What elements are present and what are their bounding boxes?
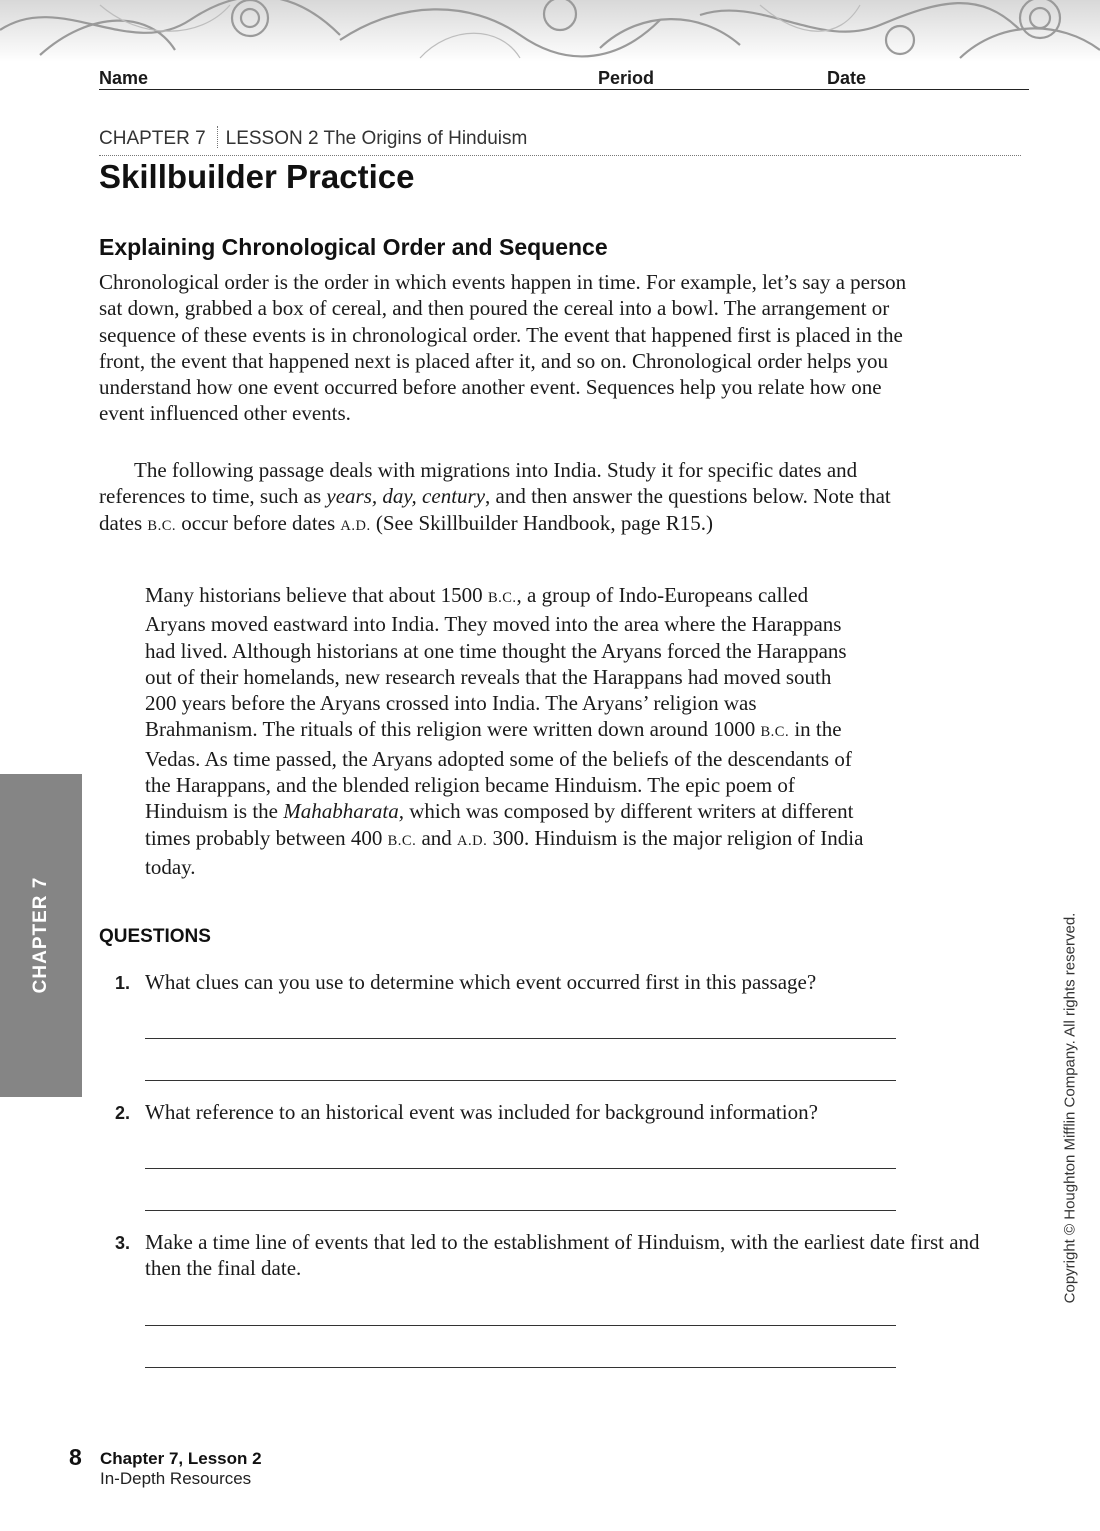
intro-paragraph: Chronological order is the order in which events happen in time. For example, let’s say a person sat down, grabbed a box of cereal, and then poured the cereal into a bowl. The arrangement or sequence of these events is in chronological order. The event that happened first is placed in the front, the event that happened next is placed after it, and so on. Chronological order helps you understand how one event occurred before another event. Sequences help you relate how one event influenced other events. xyxy=(99,270,907,426)
chapter-side-tab xyxy=(0,774,82,1097)
question-text: What clues can you use to determine which event occurred first in this passage? xyxy=(145,970,817,994)
question-number: 3. xyxy=(115,1233,131,1253)
decorative-banner xyxy=(0,0,1100,62)
question-text: What reference to an historical event was included for background information? xyxy=(145,1100,818,1124)
question-number: 1. xyxy=(115,973,131,993)
question-2 xyxy=(115,1099,1005,1125)
lesson-header xyxy=(99,126,1021,156)
name-label: Name xyxy=(99,68,149,88)
chapter-label: CHAPTER 7 xyxy=(99,128,206,149)
reading-passage: Many historians believe that about 1500 B.C., a group of Indo-Europeans called Aryans moved eastward into India. They moved into the area where the Harappans had lived. Although historians at one time thought the Aryans forced the Harappans out of their homelands, new research reveals that the Harappans had moved south 200 years before the Aryans crossed into India. The Aryans’ religion was Brahmanism. The rituals of this religion were written down around 1000 B.C. in the Vedas. As time passed, the Aryans adopted some of the beliefs of the descendants of the Harappans, and the blended religion became Hinduism. The epic poem of Hinduism is the Mahabharata, which was composed by different writers at different times probably between 400 B.C. and A.D. 300. Hinduism is the major religion of India today. xyxy=(145,583,864,879)
answer-line[interactable] xyxy=(145,1325,896,1326)
period-label: Period xyxy=(598,68,655,88)
answer-line[interactable] xyxy=(145,1038,896,1039)
copyright-notice: Copyright © Houghton Mifflin Company. All rights reserved. xyxy=(1061,912,1079,1304)
footer-chapter-lesson: Chapter 7, Lesson 2 xyxy=(100,1449,262,1468)
question-text: Make a time line of events that led to the establishment of Hinduism, with the earliest date first and then the final date. xyxy=(145,1230,980,1281)
questions-heading: QUESTIONS xyxy=(99,926,211,947)
answer-line[interactable] xyxy=(145,1210,896,1211)
footer-resource: In-Depth Resources xyxy=(100,1469,252,1488)
lesson-divider xyxy=(217,126,218,148)
swirl-pattern-icon xyxy=(0,0,1100,62)
chapter-tab-label: CHAPTER 7 xyxy=(30,876,51,994)
lesson-title: LESSON 2 The Origins of Hinduism xyxy=(225,128,528,149)
page-number: 8 xyxy=(69,1444,82,1470)
epic-title: Mahabharata, xyxy=(283,799,405,824)
time-words: years, day, century xyxy=(326,484,486,509)
instructions-paragraph: The following passage deals with migrations into India. Study it for specific dates and references to time, such as years, day, century, and then answer the questions below. Note that dates B.C. occur before dates A.D. (See Skillbuilder Handbook, page R15.) xyxy=(99,458,891,535)
date-label: Date xyxy=(827,68,867,88)
name-period-date-row xyxy=(99,66,1029,90)
question-number: 2. xyxy=(115,1103,131,1123)
question-3 xyxy=(115,1229,1000,1282)
answer-line[interactable] xyxy=(145,1080,896,1081)
section-heading: Explaining Chronological Order and Sequence xyxy=(99,234,608,260)
question-1 xyxy=(115,969,1005,995)
page-title: Skillbuilder Practice xyxy=(99,158,415,195)
answer-line[interactable] xyxy=(145,1168,896,1169)
answer-line[interactable] xyxy=(145,1367,896,1368)
